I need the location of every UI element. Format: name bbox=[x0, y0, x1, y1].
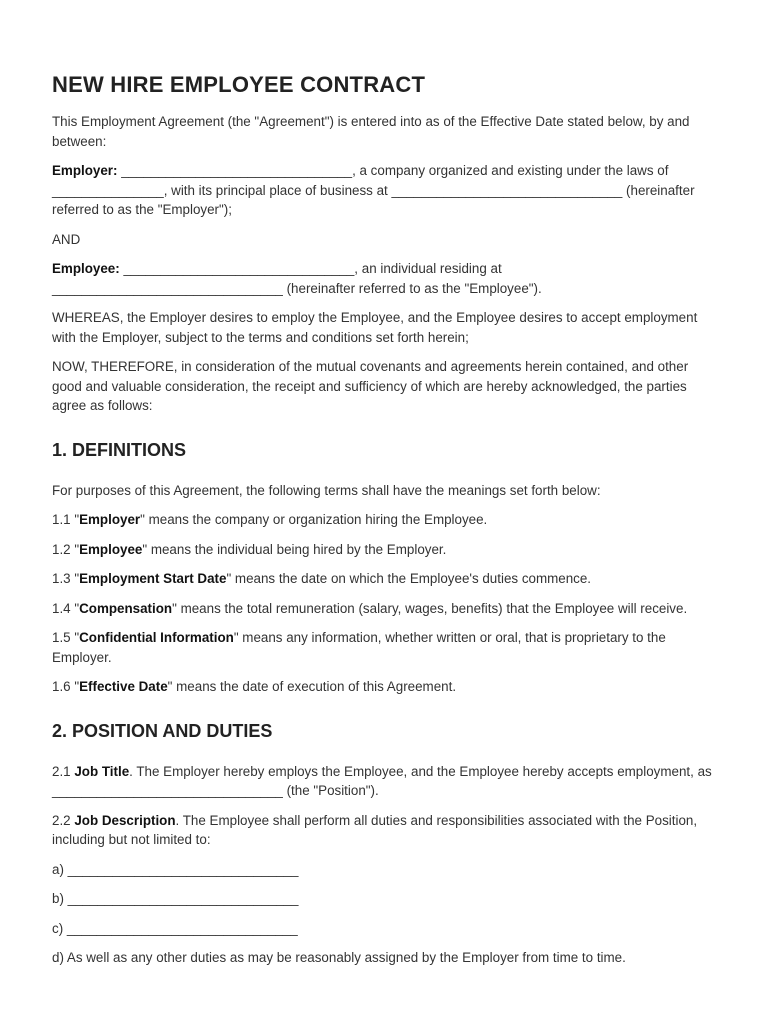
clause-number: 2.1 bbox=[52, 763, 75, 779]
definition-text: " means the date of execution of this Agreement. bbox=[167, 679, 457, 694]
job-description-clause bbox=[52, 811, 718, 850]
document-title: NEW HIRE EMPLOYEE CONTRACT bbox=[52, 72, 426, 97]
job-title-text: . The Employer hereby employs the Employee, and the Employee hereby accepts employment, as _______________________________ (the "Position"). bbox=[52, 763, 712, 798]
definition-term: Employment Start Date bbox=[79, 571, 227, 586]
clause-number: 2.2 bbox=[52, 812, 75, 828]
document-content bbox=[52, 72, 718, 978]
intro-paragraph: This Employment Agreement (the "Agreement") is entered into as of the Effective Date stated below, by and between: bbox=[52, 114, 690, 149]
definition-item bbox=[52, 540, 718, 560]
employee-label: Employee: bbox=[52, 261, 120, 276]
job-title-clause bbox=[52, 762, 718, 801]
duty-item: a) _______________________________ bbox=[52, 861, 299, 877]
definition-number: 1.3 " bbox=[52, 571, 80, 586]
definition-item bbox=[52, 569, 718, 589]
whereas-paragraph: WHEREAS, the Employer desires to employ the Employee, and the Employee desires to accept employment with the Employer, subject to the terms and conditions set forth herein; bbox=[52, 310, 698, 345]
definitions-intro: For purposes of this Agreement, the following terms shall have the meanings set forth below: bbox=[52, 482, 601, 498]
section-heading-position-duties: 2. POSITION AND DUTIES bbox=[52, 720, 273, 741]
definition-number: 1.5 " bbox=[52, 630, 80, 645]
definition-number: 1.6 " bbox=[52, 679, 80, 694]
and-divider-text: AND bbox=[52, 231, 81, 247]
definition-term: Employee bbox=[79, 541, 143, 557]
definition-item bbox=[52, 628, 718, 667]
duty-item: d) As well as any other duties as may be reasonably assigned by the Employer from time to time. bbox=[52, 950, 626, 965]
definition-term: Compensation bbox=[79, 600, 173, 616]
definition-text: " means the individual being hired by the Employer. bbox=[142, 541, 447, 557]
employer-label: Employer: bbox=[52, 163, 118, 178]
definition-text: " means the company or organization hiring the Employee. bbox=[140, 512, 488, 527]
definition-text: " means the date on which the Employee's duties commence. bbox=[226, 571, 592, 586]
definition-item bbox=[52, 510, 718, 530]
definition-term: Employer bbox=[79, 512, 141, 527]
definition-text: " means any information, whether written or oral, that is proprietary to the Employer. bbox=[52, 630, 666, 665]
duty-item: c) _______________________________ bbox=[52, 920, 298, 936]
definition-item bbox=[52, 677, 718, 697]
job-description-label: Job Description bbox=[74, 812, 176, 828]
section-heading-definitions: 1. DEFINITIONS bbox=[52, 439, 187, 460]
duty-item: b) _______________________________ bbox=[52, 891, 299, 906]
job-title-label: Job Title bbox=[74, 763, 130, 779]
employee-text: _______________________________, an individual residing at _______________________________ (hereinafter referred to as the "Employee"). bbox=[52, 261, 542, 296]
definition-number: 1.1 " bbox=[52, 512, 80, 527]
definition-item bbox=[52, 599, 718, 619]
employer-text: _______________________________, a company organized and existing under the laws of _______________, with its principal place of business at _______________________________ (hereinafter referred to as the "Employer"); bbox=[52, 163, 695, 217]
now-therefore-paragraph: NOW, THEREFORE, in consideration of the mutual covenants and agreements herein contained, and other good and valuable consideration, the receipt and sufficiency of which are hereby acknowledged, the parties agree as follows: bbox=[52, 359, 689, 413]
job-description-text: . The Employee shall perform all duties and responsibilities associated with the Position, including but not limited to: bbox=[52, 812, 698, 847]
definition-term: Confidential Information bbox=[79, 630, 234, 645]
definition-text: " means the total remuneration (salary, wages, benefits) that the Employee will receive. bbox=[172, 600, 688, 616]
definition-number: 1.2 " bbox=[52, 541, 80, 557]
definition-term: Effective Date bbox=[79, 679, 168, 694]
definition-number: 1.4 " bbox=[52, 600, 80, 616]
employer-clause bbox=[52, 161, 718, 220]
employee-clause bbox=[52, 259, 718, 298]
